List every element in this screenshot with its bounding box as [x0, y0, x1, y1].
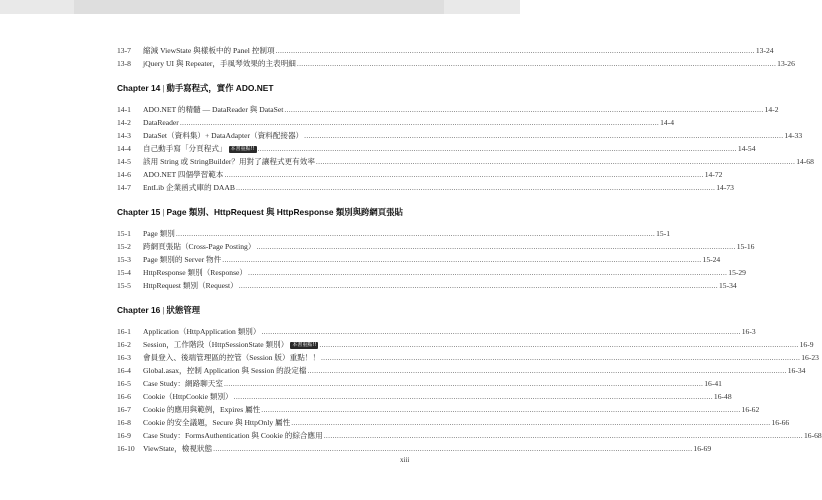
entry-title-text: Session，工作階段（HttpSessionState 類別） [143, 340, 289, 349]
toc-entry[interactable] [117, 227, 671, 240]
toc-entry[interactable] [117, 390, 732, 403]
entry-page: 15-16 [736, 242, 755, 251]
entry-page: 15-24 [702, 255, 721, 264]
toc-entry[interactable] [117, 442, 712, 455]
entry-title-text: Global.asax，控制 Application 與 Session 的設定檔 [143, 366, 307, 375]
entry-page: 14-2 [764, 105, 779, 114]
toc-entry[interactable] [117, 116, 675, 129]
dot-leader [236, 181, 715, 194]
dot-leader [304, 129, 783, 142]
entry-title-text: ADO.NET 四個學習範本 [143, 170, 224, 179]
entry-page: 14-4 [660, 118, 675, 127]
entry-page: 16-66 [771, 418, 790, 427]
entry-page: 14-54 [737, 144, 756, 153]
entry-number: 16-5 [117, 379, 131, 388]
toc-entry[interactable] [117, 429, 822, 442]
dot-leader [276, 44, 755, 57]
entry-title-text: HttpRequest 類別（Request） [143, 281, 238, 290]
entry-title-text: 會員登入、後端管理區的控管（Session 版）重點！！ [143, 353, 320, 362]
entry-title [143, 129, 303, 142]
entry-title [143, 103, 283, 116]
entry-number: 15-5 [117, 281, 131, 290]
entry-title [143, 429, 323, 442]
toc-entry[interactable] [117, 403, 760, 416]
dot-leader [297, 57, 776, 70]
entry-number: 16-4 [117, 366, 131, 375]
entry-page: 15-1 [656, 229, 671, 238]
entry-page: 15-34 [718, 281, 737, 290]
dot-leader [222, 253, 701, 266]
entry-title-text: Application（HttpApplication 類別） [143, 327, 261, 336]
chapter-spacer [117, 194, 404, 205]
entry-title-text: Page 類別的 Server 物件 [143, 255, 222, 264]
entry-title [143, 44, 275, 57]
entry-title-text: EntLib 企業函式庫的 DAAB [143, 183, 235, 192]
entry-title [143, 403, 260, 416]
dot-leader [256, 240, 735, 253]
entry-number: 16-8 [117, 418, 131, 427]
entry-title-text: Cookie（HttpCookie 類別） [143, 392, 233, 401]
dot-leader [239, 279, 718, 292]
entry-number: 16-10 [117, 444, 135, 453]
dot-leader [176, 227, 655, 240]
dot-leader [261, 325, 740, 338]
entry-page: 13-26 [777, 59, 795, 68]
page-number: xiii [400, 456, 410, 464]
dot-leader [234, 390, 713, 403]
entry-title-text: Cookie 的應用與範例，Expires 屬性 [143, 405, 261, 414]
top-scroll-thumb [74, 0, 444, 14]
dot-leader [324, 429, 803, 442]
toc-entry[interactable] [117, 142, 756, 155]
chapter-label: Chapter 16 [117, 305, 161, 315]
dot-leader [213, 442, 692, 455]
chapter-heading [117, 303, 404, 317]
entry-number: 16-6 [117, 392, 131, 401]
dot-leader [224, 168, 703, 181]
entry-page: 16-23 [801, 353, 819, 362]
toc-entry[interactable] [117, 416, 790, 429]
entry-title-text: DataSet（資料集）+ DataAdapter（資料配接器） [143, 131, 304, 140]
entry-title [143, 416, 290, 429]
toc-entry[interactable] [117, 377, 722, 390]
toc-entry[interactable] [117, 168, 723, 181]
entry-page: 16-69 [693, 444, 712, 453]
entry-page: 13-24 [755, 46, 774, 55]
entry-page: 16-3 [741, 327, 756, 336]
chapter-heading [117, 81, 404, 95]
entry-title-text: DataReader [143, 118, 179, 127]
entry-page: 16-41 [704, 379, 722, 388]
entry-number: 15-2 [117, 242, 131, 251]
entry-title [143, 168, 223, 181]
entry-title [143, 390, 233, 403]
toc-entry[interactable] [117, 155, 814, 168]
entry-number: 14-6 [117, 170, 131, 179]
entry-page: 14-72 [704, 170, 723, 179]
toc-entry[interactable] [117, 103, 779, 116]
toc-entry[interactable] [117, 57, 795, 70]
chapter-spacer [117, 317, 404, 325]
entry-title [143, 279, 238, 292]
entry-number: 14-4 [117, 144, 131, 153]
dot-leader [284, 103, 763, 116]
entry-title [143, 351, 320, 364]
toc-entry[interactable] [117, 181, 734, 194]
toc-entry[interactable] [117, 325, 756, 338]
entry-title [143, 227, 175, 240]
entry-title [143, 116, 179, 129]
entry-title [143, 377, 223, 390]
chapter-spacer [117, 219, 404, 227]
entry-number: 15-4 [117, 268, 131, 277]
entry-number: 13-7 [117, 46, 131, 55]
entry-title-text: ADO.NET 的精髓 — DataReader 與 DataSet [143, 105, 284, 114]
top-scroll-strip [0, 0, 520, 14]
dot-leader [258, 142, 737, 155]
dot-leader [224, 377, 703, 390]
entry-title [143, 253, 221, 266]
chapter-spacer [117, 70, 404, 81]
entry-title [143, 57, 296, 70]
entry-number: 16-2 [117, 340, 131, 349]
chapter-separator: | [162, 83, 165, 93]
toc-entry[interactable] [117, 279, 737, 292]
entry-title [143, 325, 260, 338]
entry-title-text: jQuery UI 與 Repeater，手風琴效果的主表明細 [143, 59, 296, 68]
entry-number: 16-9 [117, 431, 131, 440]
entry-title [143, 338, 318, 351]
entry-title-text: HttpResponse 類別（Response） [143, 268, 247, 277]
entry-title [143, 155, 315, 168]
entry-title-text: 自己動手寫「分頁程式」 [143, 144, 227, 153]
table-of-contents [117, 44, 822, 455]
entry-page: 15-29 [728, 268, 746, 277]
entry-title [143, 142, 257, 155]
toc-entry[interactable] [117, 364, 806, 377]
chapter-title: Page 類別、HttpRequest 與 HttpResponse 類別與跨網頁張貼 [166, 207, 403, 217]
entry-page: 14-33 [784, 131, 803, 140]
entry-title [143, 240, 255, 253]
entry-title-text: Case Study：FormsAuthentication 與 Cookie 的綜合應用 [143, 431, 323, 440]
entry-number: 13-8 [117, 59, 131, 68]
entry-title [143, 181, 235, 194]
entry-page: 16-9 [799, 340, 814, 349]
entry-page: 16-48 [713, 392, 732, 401]
dot-leader [261, 403, 740, 416]
toc-entry[interactable] [117, 351, 819, 364]
chapter-title: 動手寫程式，實作 ADO.NET [166, 83, 274, 93]
entry-number: 14-5 [117, 157, 131, 166]
entry-number: 14-1 [117, 105, 131, 114]
entry-page: 16-34 [787, 366, 806, 375]
entry-title [143, 364, 306, 377]
entry-title-text: Page 類別 [143, 229, 175, 238]
entry-page: 16-68 [803, 431, 822, 440]
entry-number: 14-7 [117, 183, 131, 192]
dot-leader [319, 338, 798, 351]
dot-leader [180, 116, 659, 129]
chapter-label: Chapter 14 [117, 83, 161, 93]
highlight-badge: 本書重點!! [230, 146, 255, 152]
entry-title-text: Cookie 的安全議題，Secure 與 HttpOnly 屬性 [143, 418, 291, 427]
toc-entry[interactable] [117, 266, 746, 279]
highlight-badge: 本書重點!! [292, 342, 317, 348]
entry-title-text: Case Study：網路聊天室 [143, 379, 223, 388]
entry-title-text: 縮減 ViewState 與樣板中的 Panel 控制項 [143, 46, 275, 55]
dot-leader [248, 266, 727, 279]
entry-page: 16-62 [741, 405, 760, 414]
chapter-spacer [117, 95, 404, 103]
entry-number: 14-2 [117, 118, 131, 127]
chapter-heading [117, 205, 404, 219]
entry-number: 15-1 [117, 229, 131, 238]
entry-number: 16-1 [117, 327, 131, 336]
toc-entry[interactable] [117, 129, 803, 142]
dot-leader [291, 416, 770, 429]
dot-leader [307, 364, 786, 377]
entry-number: 15-3 [117, 255, 131, 264]
entry-number: 16-3 [117, 353, 131, 362]
dot-leader [321, 351, 800, 364]
entry-number: 14-3 [117, 131, 131, 140]
entry-page: 14-73 [716, 183, 734, 192]
toc-entry[interactable] [117, 240, 755, 253]
entry-title-text: 跨網頁張貼（Cross-Page Posting） [143, 242, 256, 251]
chapter-label: Chapter 15 [117, 207, 161, 217]
chapter-title: 狀態管理 [166, 305, 200, 315]
toc-entry[interactable] [117, 338, 814, 351]
toc-entry[interactable] [117, 44, 774, 57]
entry-number: 16-7 [117, 405, 131, 414]
toc-entry[interactable] [117, 253, 721, 266]
entry-title [143, 442, 212, 455]
entry-title-text: 該用 String 或 StringBuilder？用對了讓程式更有效率 [143, 157, 315, 166]
entry-page: 14-68 [796, 157, 814, 166]
chapter-separator: | [162, 305, 165, 315]
dot-leader [316, 155, 795, 168]
chapter-spacer [117, 292, 404, 303]
entry-title [143, 266, 247, 279]
entry-title-text: ViewState，檢視狀態 [143, 444, 213, 453]
chapter-separator: | [162, 207, 165, 217]
